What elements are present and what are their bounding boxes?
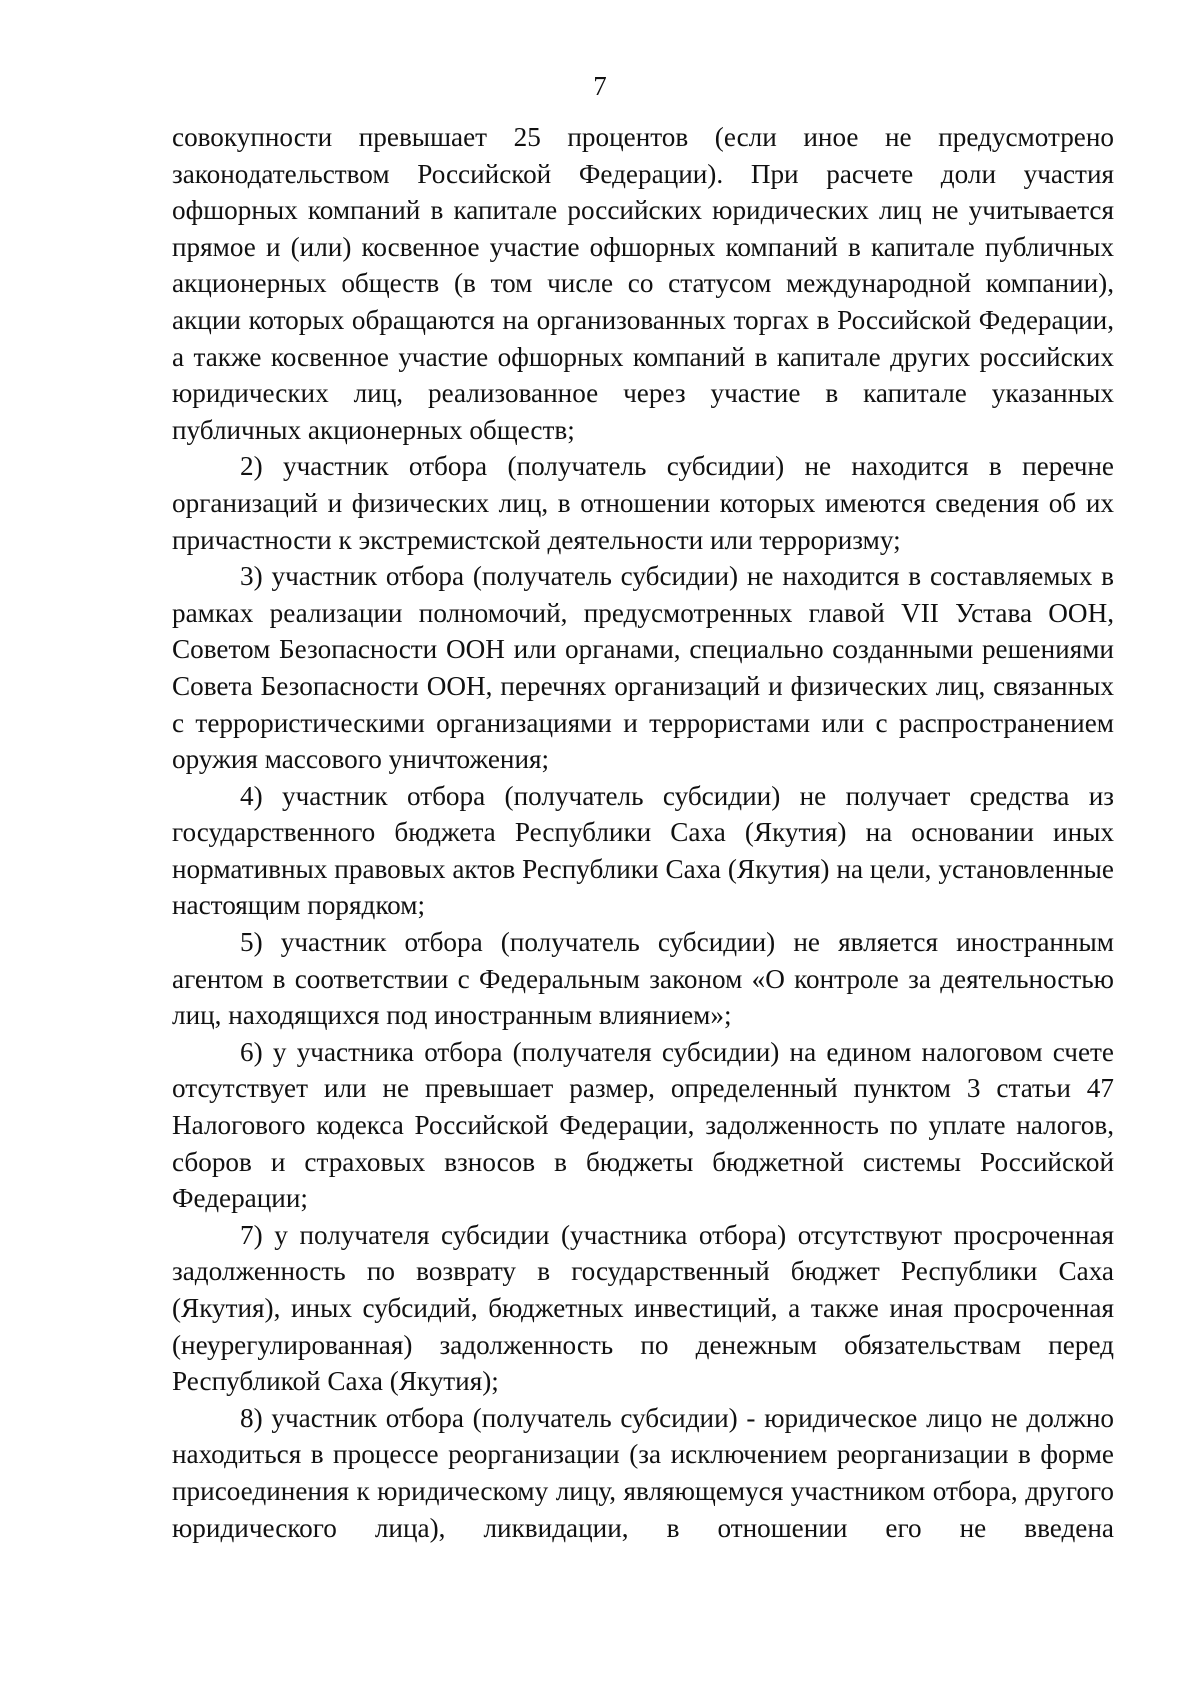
paragraph-continuation: совокупности превышает 25 процентов (если иное не предусмотрено законодательством Российской Федерации). При расчете доли участия офшорных компаний в капитале российских юридических лиц не учитывается прямое и (или) косвенное участие офшорных компаний в капитале публичных акционерных обществ (в том числе со статусом международной компании), акции которых обращаются на организованных торгах в Российской Федерации, а также косвенное участие офшорных компаний в капитале других российских юридических лиц, реализованное через участие в капитале указанных публичных акционерных обществ;: [172, 122, 1114, 445]
paragraph-item-7: 7) у получателя субсидии (участника отбора) отсутствуют просроченная задолженность по возврату в государственный бюджет Республики Саха (Якутия), иных субсидий, бюджетных инвестиций, а также иная просроченная (неурегулированная) задолженность по денежным обязательствам перед Республикой Саха (Якутия);: [172, 1219, 1114, 1397]
paragraph-item-2: 2) участник отбора (получатель субсидии) не находится в перечне организаций и физических лиц, в отношении которых имеются сведения об их причастности к экстремистской деятельности или терроризму;: [172, 451, 1114, 555]
paragraph-item-6: 6) у участника отбора (получателя субсидии) на едином налоговом счете отсутствует или не превышает размер, определенный пунктом 3 статьи 47 Налогового кодекса Российской Федерации, задолженность по уплате налогов, сборов и страховых взносов в бюджеты бюджетной системы Российской Федерации;: [172, 1036, 1114, 1214]
paragraph-item-8: 8) участник отбора (получатель субсидии) - юридическое лицо не должно находиться в процессе реорганизации (за исключением реорганизации в форме присоединения к юридическому лицу, являющемуся участником отбора, другого юридического лица), ликвидации, в отношении его не введена: [172, 1402, 1114, 1543]
paragraph-item-5: 5) участник отбора (получатель субсидии) не является иностранным агентом в соответствии с Федеральным законом «О контроле за деятельностью лиц, находящихся под иностранным влиянием»;: [172, 927, 1114, 1031]
paragraph-item-4: 4) участник отбора (получатель субсидии) не получает средства из государственного бюджета Республики Саха (Якутия) на основании иных нормативных правовых актов Республики Саха (Якутия) на цели, установленные настоящим порядком;: [172, 780, 1114, 921]
page-number: 7: [593, 71, 607, 101]
paragraph-item-3: 3) участник отбора (получатель субсидии) не находится в составляемых в рамках реализации полномочий, предусмотренных главой VII Устава ООН, Советом Безопасности ООН или органами, специально созданными решениями Совета Безопасности ООН, перечнях организаций и физических лиц, связанных с террористическими организациями и террористами или с распространением оружия массового уничтожения;: [172, 561, 1114, 775]
document-body: [172, 119, 1114, 1546]
